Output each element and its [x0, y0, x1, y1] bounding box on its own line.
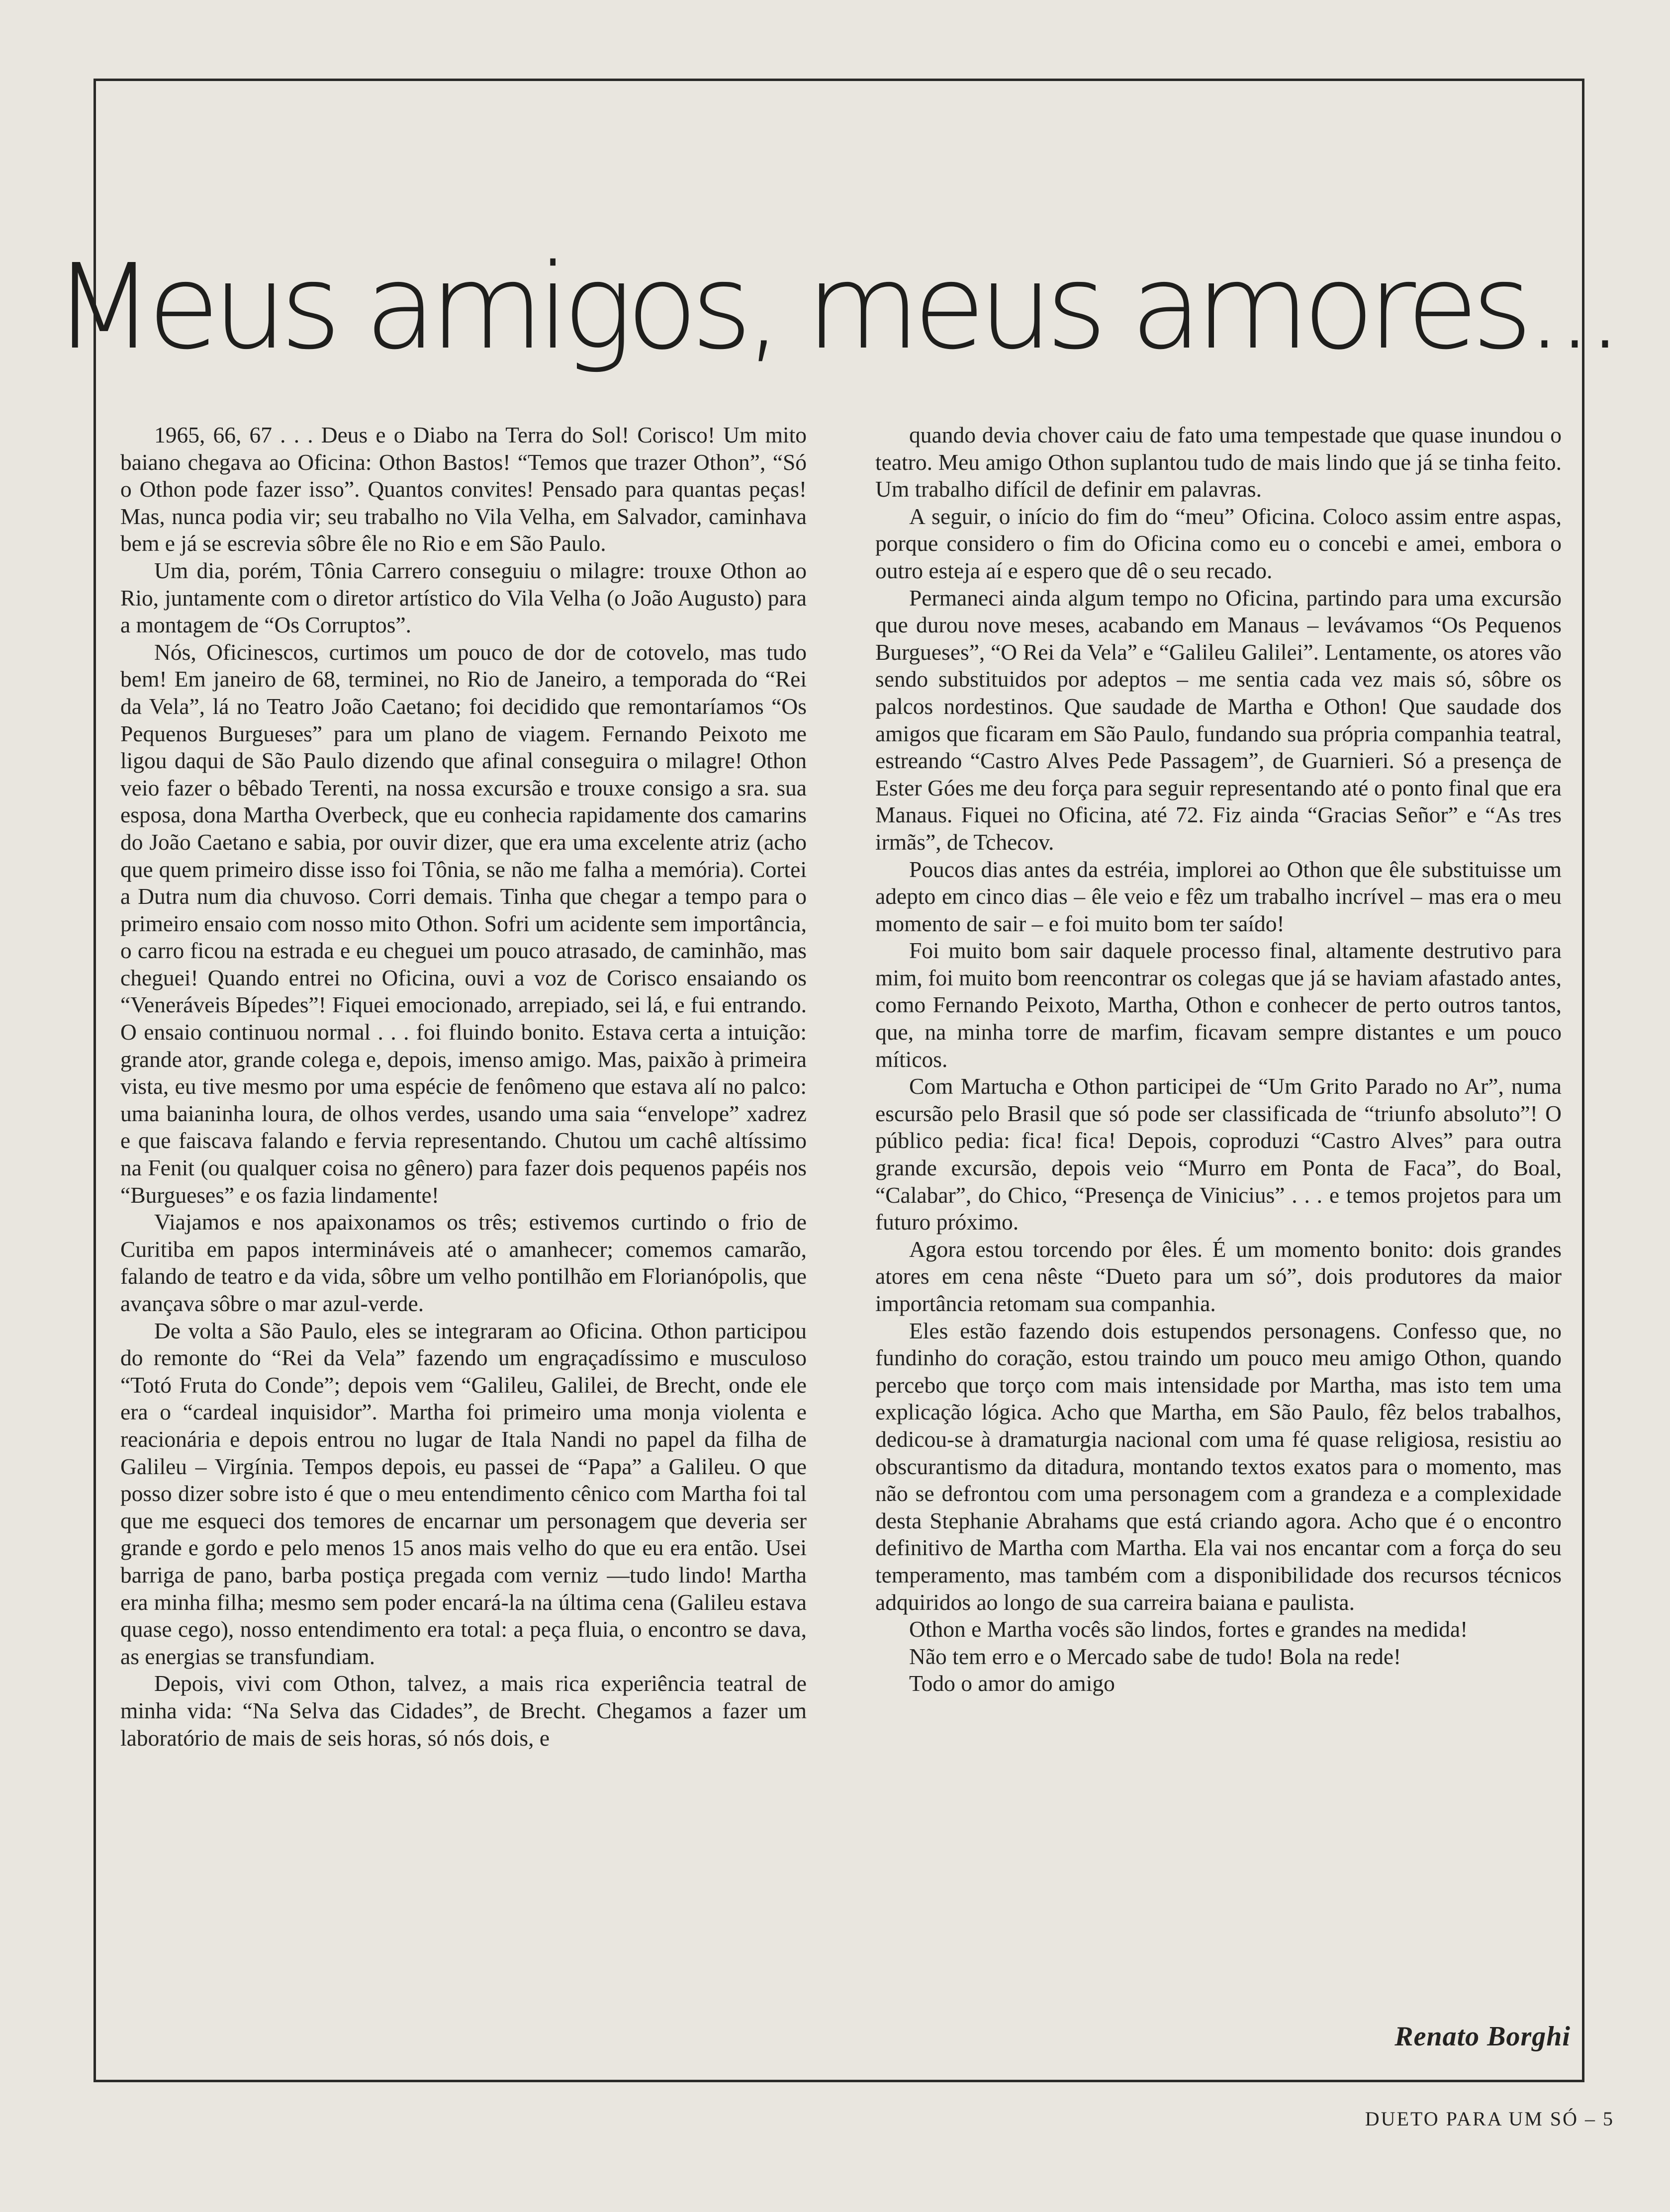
paragraph: Poucos dias antes da estréia, implorei ao Othon que êle substituisse um adepto em cinco dias – êle veio e fêz um trabalho incrível – mas era o meu momento de sair – e foi muito bom ter saído!: [875, 856, 1562, 936]
paragraph: De volta a São Paulo, eles se integraram ao Oficina. Othon participou do remonte do “Rei da Vela” fazendo um engraçadíssimo e musculoso “Totó Fruta do Conde”; depois vem “Galileu, Galilei, de Brecht, onde ele era o “cardeal inquisidor”. Martha foi primeiro uma monja violenta e reacionária e depois entrou no lugar de Itala Nandi no papel da filha de Galileu – Virgínia. Tempos depois, eu passei de “Papa” a Galileu. O que posso dizer sobre isto é que o meu entendimento cênico com Martha foi tal que me esqueci dos temores de encarnar um personagem que deveria ser grande e gordo e pelo menos 15 anos mais velho do que eu era então. Usei barriga de pano, barba postiça pregada com verniz —tudo lindo! Martha era minha filha; mesmo sem poder encará-la na última cena (Galileu estava quase cego), nosso entendimento era total: a peça fluia, o encontro se dava, as energias se transfundiam.: [120, 1318, 807, 1669]
paragraph: Um dia, porém, Tônia Carrero conseguiu o milagre: trouxe Othon ao Rio, juntamente com o diretor artístico do Vila Velha (o João Augusto) para a montagem de “Os Corruptos”.: [120, 557, 807, 638]
paragraph: Eles estão fazendo dois estupendos personagens. Confesso que, no fundinho do coração, estou traindo um pouco meu amigo Othon, quando percebo que torço com mais intensidade por Martha, mas isto tem uma explicação lógica. Acho que Martha, em São Paulo, fêz belos trabalhos, dedicou-se à dramaturgia nacional com uma fé quase religiosa, resistiu ao obscurantismo da ditadura, montando textos exatos para o momento, mas não se defrontou com uma personagem com a grandeza e a complexidade desta Stephanie Abrahams que está criando agora. Acho que é o encontro definitivo de Martha com Martha. Ela vai nos encantar com a força do seu temperamento, mas também com a disponibilidade dos recursos técnicos adquiridos ao longo de sua carreira baiana e paulista.: [875, 1318, 1562, 1615]
paragraph: Não tem erro e o Mercado sabe de tudo! Bola na rede!: [909, 1643, 1401, 1669]
paragraph: Com Martucha e Othon participei de “Um Grito Parado no Ar”, numa escursão pelo Brasil que só pode ser classificada de “triunfo absoluto”! O público pedia: fica! fica! Depois, coproduzi “Castro Alves” para outra grande excursão, depois veio “Murro em Ponta de Faca”, do Boal, “Calabar”, do Chico, “Presença de Vinicius” . . . e temos projetos para um futuro próximo.: [875, 1073, 1562, 1235]
paragraph: quando devia chover caiu de fato uma tempestade que quase inundou o teatro. Meu amigo Othon suplantou tudo de mais lindo que já se tinha feito. Um trabalho difícil de definir em palavras.: [875, 422, 1562, 502]
paragraph: Viajamos e nos apaixonamos os três; estivemos curtindo o frio de Curitiba em papos intermináveis até o amanhecer; comemos camarão, falando de teatro e da vida, sôbre um velho pontilhão em Florianópolis, que avançava sôbre o mar azul-verde.: [120, 1209, 807, 1316]
paragraph: Permaneci ainda algum tempo no Oficina, partindo para uma excursão que durou nove meses, acabando em Manaus – levávamos “Os Pequenos Burgueses”, “O Rei da Vela” e “Galileu Galilei”. Lentamente, os atores vão sendo substituidos por adeptos – me sentia cada vez mais só, sôbre os palcos nordestinos. Que saudade de Martha e Othon! Que saudade dos amigos que ficaram em São Paulo, fundando sua própria companhia teatral, estreando “Castro Alves Pede Passagem”, de Guarnieri. Só a presença de Ester Góes me deu força para seguir representando até o ponto final que era Manaus. Fiquei no Oficina, até 72. Fiz ainda “Gracias Señor” e “As tres irmãs”, de Tchecov.: [875, 585, 1562, 855]
paragraph: Othon e Martha vocês são lindos, fortes e grandes na medida!: [909, 1616, 1468, 1642]
right-column: [875, 422, 1562, 1697]
left-column: [120, 422, 807, 1752]
page-footer: DUETO PARA UM SÓ – 5: [1365, 2108, 1614, 2130]
paragraph: 1965, 66, 67 . . . Deus e o Diabo na Terra do Sol! Corisco! Um mito baiano chegava ao Oficina: Othon Bastos! “Temos que trazer Othon”, “Só o Othon pode fazer isso”. Quantos convites! Pensado para quantas peças! Mas, nunca podia vir; seu trabalho no Vila Velha, em Salvador, caminhava bem e já se escrevia sôbre êle no Rio e em São Paulo.: [120, 422, 807, 556]
paragraph: Todo o amor do amigo: [909, 1671, 1115, 1696]
author-signature: Renato Borghi: [1394, 2021, 1571, 2052]
article-title: Meus amigos, meus amores...: [53, 239, 1617, 375]
paragraph: A seguir, o início do fim do “meu” Oficina. Coloco assim entre aspas, porque considero o fim do Oficina como eu o concebi e amei, embora o outro esteja aí e espero que dê o seu recado.: [875, 503, 1562, 583]
paragraph: Depois, vivi com Othon, talvez, a mais rica experiência teatral de minha vida: “Na Selva das Cidades”, de Brecht. Chegamos a fazer um laboratório de mais de seis horas, só nós dois, e: [120, 1671, 807, 1751]
paragraph: Nós, Oficinescos, curtimos um pouco de dor de cotovelo, mas tudo bem! Em janeiro de 68, terminei, no Rio de Janeiro, a temporada do “Rei da Vela”, lá no Teatro João Caetano; foi decidido que remontaríamos “Os Pequenos Burgueses” para um plano de viagem. Fernando Peixoto me ligou daqui de São Paulo dizendo que afinal conseguira o milagre! Othon veio fazer o bêbado Terenti, na nossa excursão e trouxe consigo a sra. sua esposa, dona Martha Overbeck, que eu conhecia rapidamente dos camarins do João Caetano e sabia, por ouvir dizer, que era uma excelente atriz (acho que quem primeiro disse isso foi Tônia, se não me falha a memória). Cortei a Dutra num dia chuvoso. Corri demais. Tinha que chegar a tempo para o primeiro ensaio com nosso mito Othon. Sofri um acidente sem importância, o carro ficou na estrada e eu cheguei um pouco atrasado, de caminhão, mas cheguei! Quando entrei no Oficina, ouvi a voz de Corisco ensaiando os “Veneráveis Bípedes”! Fiquei emocionado, arrepiado, sei lá, e fui entrando. O ensaio continuou normal . . . foi fluindo bonito. Estava certa a intuição: grande ator, grande colega e, depois, imenso amigo. Mas, paixão à primeira vista, eu tive mesmo por uma espécie de fenômeno que estava alí no palco: uma baianinha loura, de olhos verdes, usando uma saia “envelope” xadrez e que faiscava falando e fervia representando. Chutou um cachê altíssimo na Fenit (ou qualquer coisa no gênero) para fazer dois pequenos papéis nos “Burgueses” e os fazia lindamente!: [120, 639, 807, 1208]
paragraph: Agora estou torcendo por êles. É um momento bonito: dois grandes atores em cena nêste “Dueto para um só”, dois produtores da maior importância retomam sua companhia.: [875, 1236, 1562, 1316]
paragraph: Foi muito bom sair daquele processo final, altamente destrutivo para mim, foi muito bom reencontrar os colegas que já se haviam afastado antes, como Fernando Peixoto, Martha, Othon e conhecer de perto outros tantos, que, na minha torre de marfim, ficavam sempre distantes e um pouco míticos.: [875, 938, 1562, 1072]
